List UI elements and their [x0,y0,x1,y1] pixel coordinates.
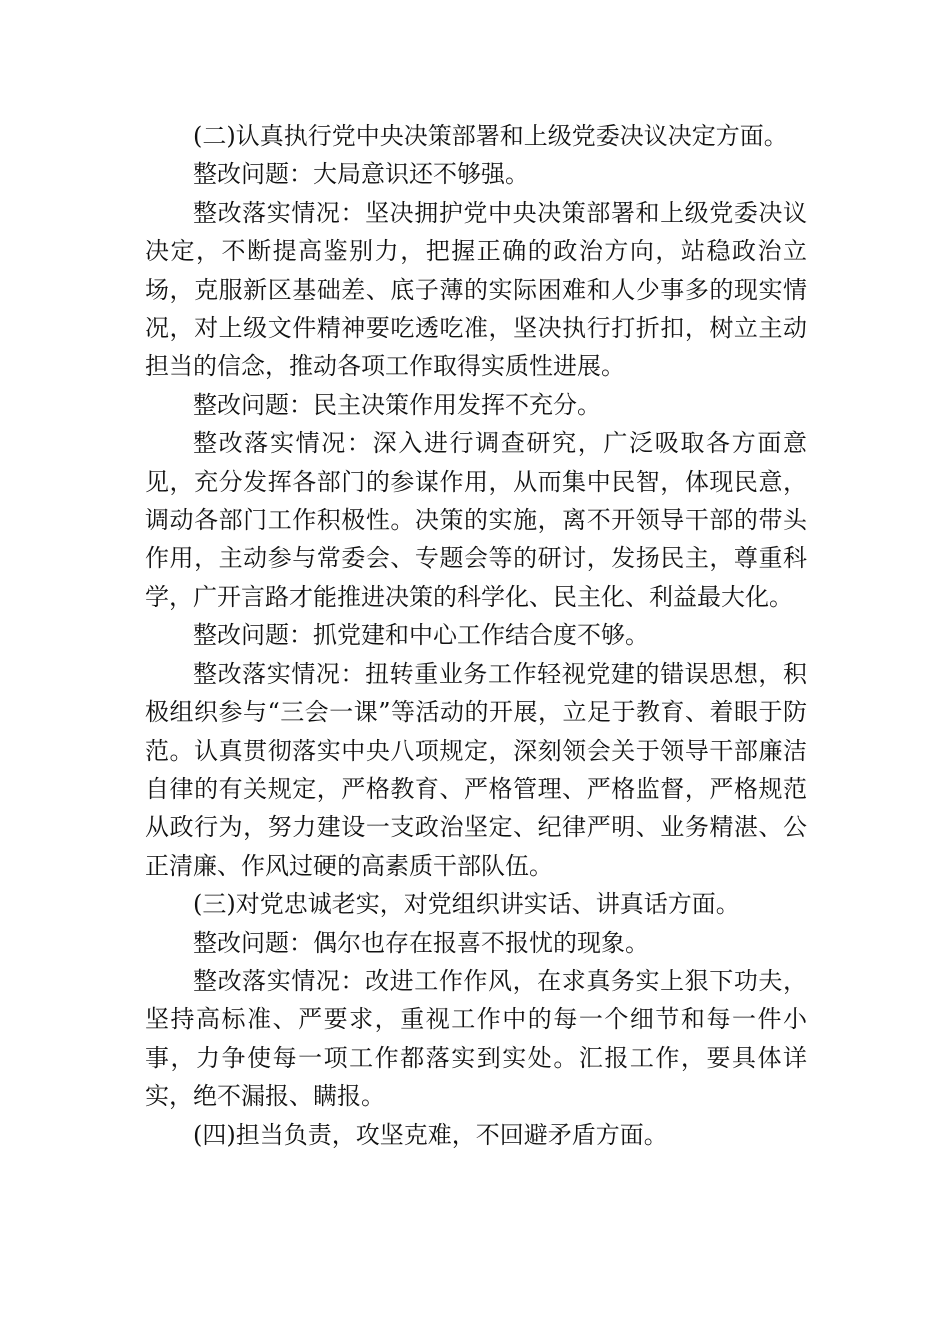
section-heading-2: (二)认真执行党中央决策部署和上级党委决议决定方面。 [193,122,788,150]
rectification-status: 整改落实情况：扭转重业务工作轻视党建的错误思想，积极组织参与“三会一课”等活动的开展，立足于教育、着眼于防范。认真贯彻落实中央八项规定，深刻领会关于领导干部廉洁自律的有关规定，严格教育、严格管理、严格监督，严格规范从政行为，努力建设一支政治坚定、纪律严明、业务精湛、公正清廉、作风过硬的高素质干部队伍。 [145,659,807,880]
rectification-issue: 整改问题：大局意识还不够强。 [193,160,529,189]
section-heading-4: (四)担当负责，攻坚克难，不回避矛盾方面。 [193,1120,668,1149]
rectification-status: 整改落实情况：深入进行调查研究，广泛吸取各方面意见，充分发挥各部门的参谋作用，从而集中民智，体现民意，调动各部门工作积极性。决策的实施，离不开领导干部的带头作用，主动参与常委会、专题会等的研讨，发扬民主，尊重科学，广开言路才能推进决策的科学化、民主化、利益最大化。 [145,429,807,611]
rectification-issue: 整改问题：民主决策作用发挥不充分。 [193,390,601,419]
rectification-issue: 整改问题：偶尔也存在报喜不报忧的现象。 [193,928,649,957]
document-body [145,117,807,1154]
rectification-issue: 整改问题：抓党建和中心工作结合度不够。 [193,621,649,650]
rectification-status: 整改落实情况：坚决拥护党中央决策部署和上级党委决议决定，不断提高鉴别力，把握正确的政治方向，站稳政治立场，克服新区基础差、底子薄的实际困难和人少事多的现实情况，对上级文件精神要吃透吃准，坚决执行打折扣，树立主动担当的信念，推动各项工作取得实质性进展。 [145,198,807,381]
rectification-status: 整改落实情况：改进工作作风，在求真务实上狠下功夫，坚持高标准、严要求，重视工作中的每一个细节和每一件小事，力争使每一项工作都落实到实处。汇报工作，要具体详实，绝不漏报、瞒报。 [145,966,807,1111]
section-heading-3: (三)对党忠诚老实，对党组织讲实话、讲真话方面。 [193,890,740,919]
